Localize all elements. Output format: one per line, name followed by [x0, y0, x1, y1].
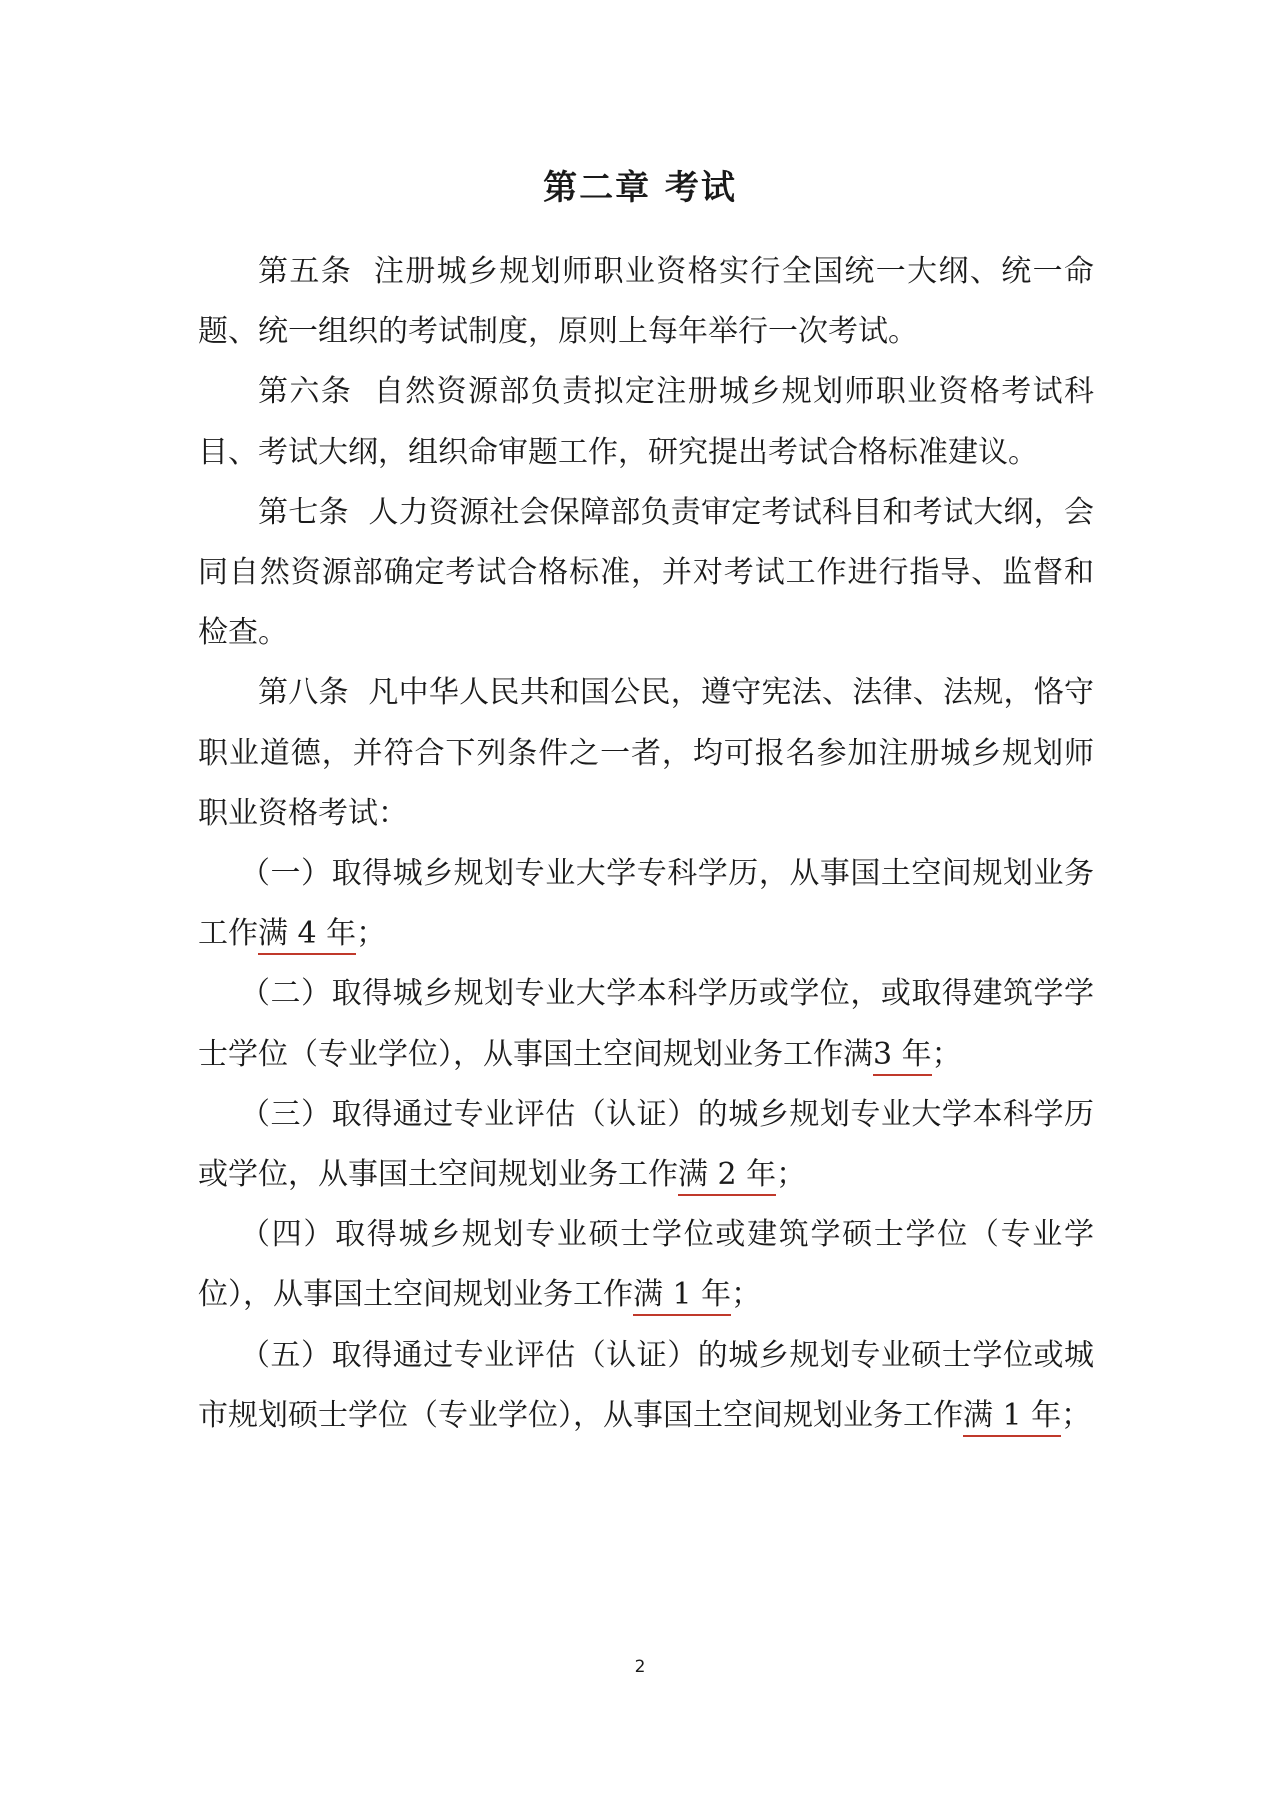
article-number: 第六条 — [258, 374, 353, 410]
condition-end: ； — [1061, 1397, 1092, 1433]
condition-1 — [198, 844, 1094, 964]
condition-end: ； — [931, 1036, 962, 1072]
condition-end: ； — [776, 1157, 807, 1193]
article-8 — [198, 663, 1094, 844]
article-text: 注册城乡规划师职业资格实行全国统一大纲、统一命题、统一组织的考试制度，原则上每年举行一次考试。 — [198, 254, 1095, 350]
underlined-duration: 3 年 — [873, 1037, 932, 1076]
condition-label: （二） — [240, 976, 332, 1012]
article-text: 凡中华人民共和国公民，遵守宪法、法律、法规，恪守职业道德，并符合下列条件之一者，均可报名参加注册城乡规划师职业资格考试： — [198, 675, 1095, 831]
underlined-duration: 满 1 年 — [633, 1277, 731, 1316]
chapter-title: 第二章 考试 — [543, 168, 737, 208]
article-text: 人力资源社会保障部负责审定考试科目和考试大纲，会同自然资源部确定考试合格标准，并对考试工作进行指导、监督和检查。 — [198, 494, 1095, 651]
article-number: 第八条 — [258, 675, 349, 711]
condition-text: 取得城乡规划专业大学专科学历，从事国土空间规划业务工作 — [198, 856, 1095, 952]
condition-text: 取得通过专业评估（认证）的城乡规划专业大学本科学历或学位，从事国土空间规划业务工作 — [198, 1096, 1095, 1193]
underlined-duration: 满 4 年 — [258, 916, 356, 955]
article-number: 第七条 — [258, 494, 349, 530]
condition-label: （五） — [240, 1337, 332, 1373]
document-body — [198, 242, 1094, 1446]
article-5 — [198, 242, 1094, 362]
article-6 — [198, 362, 1094, 482]
condition-label: （四） — [240, 1217, 336, 1253]
condition-text: 取得通过专业评估（认证）的城乡规划专业硕士学位或城市规划硕士学位（专业学位），从事国土空间规划业务工作 — [198, 1337, 1095, 1433]
condition-label: （一） — [240, 856, 332, 892]
condition-end: ； — [356, 916, 387, 952]
page-number: 2 — [634, 1657, 646, 1677]
condition-text: 取得城乡规划专业硕士学位或建筑学硕士学位（专业学位），从事国土空间规划业务工作 — [198, 1217, 1095, 1313]
condition-3 — [198, 1085, 1094, 1205]
condition-4 — [198, 1205, 1094, 1325]
condition-end: ； — [731, 1277, 762, 1313]
condition-2 — [198, 964, 1094, 1084]
underlined-duration: 满 1 年 — [963, 1398, 1061, 1437]
condition-text: 取得城乡规划专业大学本科学历或学位，或取得建筑学学士学位（专业学位），从事国土空间规划业务工作满 — [198, 976, 1095, 1072]
underlined-duration: 满 2 年 — [678, 1157, 776, 1196]
condition-label: （三） — [240, 1096, 332, 1132]
condition-5 — [198, 1326, 1094, 1446]
article-number: 第五条 — [258, 254, 353, 289]
article-7 — [198, 483, 1094, 664]
article-text: 自然资源部负责拟定注册城乡规划师职业资格考试科目、考试大纲，组织命审题工作，研究提出考试合格标准建议。 — [198, 374, 1095, 470]
